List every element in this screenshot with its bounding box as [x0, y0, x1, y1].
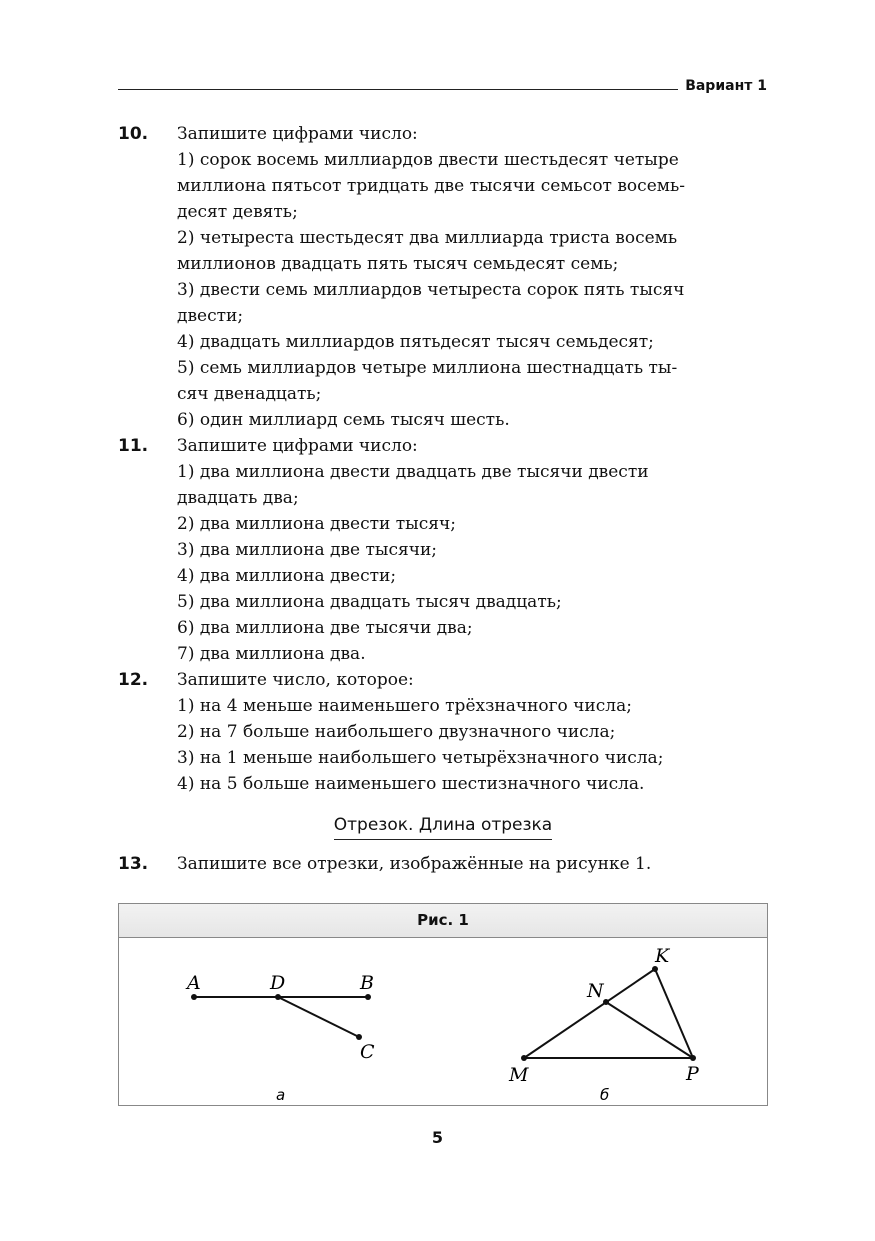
section-heading [118, 814, 768, 840]
header-rule [118, 89, 678, 90]
problem-line: 3) два миллиона две тысячи; [177, 540, 437, 560]
figure-1 [118, 903, 768, 1106]
problem-11 [118, 433, 768, 667]
label-D: D [270, 972, 286, 994]
label-K: K [655, 945, 670, 967]
problem-prompt: Запишите число, которое: [177, 670, 414, 690]
label-C: C [360, 1041, 375, 1063]
point-P [690, 1055, 696, 1061]
variant-title: Вариант 1 [685, 78, 767, 94]
segment-DC [278, 997, 359, 1037]
problem-body [177, 667, 768, 797]
problem-prompt: Запишите все отрезки, изображённые на рисунке 1. [177, 854, 652, 874]
segment-NP [606, 1002, 693, 1058]
point-D [275, 994, 281, 1000]
caption-a: а [276, 1086, 286, 1104]
problem-line: 1) два миллиона двести двадцать две тысячи двести [177, 462, 649, 482]
problem-body [177, 121, 768, 433]
problem-line: десят девять; [177, 202, 298, 222]
point-A [191, 994, 197, 1000]
problem-line: миллиона пятьсот тридцать две тысячи семьсот восемь- [177, 176, 685, 196]
problem-line: 4) на 5 больше наименьшего шестизначного числа. [177, 774, 645, 794]
figure-drawing [119, 938, 767, 1105]
problem-line: 3) двести семь миллиардов четыреста сорок пять тысяч [177, 280, 685, 300]
point-M [521, 1055, 527, 1061]
problem-line: миллионов двадцать пять тысяч семьдесят семь; [177, 254, 619, 274]
problem-prompt: Запишите цифрами число: [177, 436, 418, 456]
problem-body [177, 433, 768, 667]
problem-line: 4) два миллиона двести; [177, 566, 397, 586]
page-content [118, 121, 768, 877]
problem-line: 3) на 1 меньше наибольшего четырёхзначного числа; [177, 748, 664, 768]
problem-line: сяч двенадцать; [177, 384, 322, 404]
label-N: N [587, 980, 604, 1002]
figure-part-b [508, 945, 700, 1104]
problem-number: 12. [118, 670, 149, 690]
problem-line: 7) два миллиона два. [177, 644, 366, 664]
problem-number: 11. [118, 436, 149, 456]
problem-line: 5) два миллиона двадцать тысяч двадцать; [177, 592, 562, 612]
caption-b: б [600, 1086, 610, 1104]
label-A: A [187, 972, 201, 994]
problem-body [177, 851, 768, 877]
problem-line: 6) два миллиона две тысячи два; [177, 618, 473, 638]
problem-line: двадцать два; [177, 488, 299, 508]
label-P: P [686, 1063, 699, 1085]
problem-12 [118, 667, 768, 797]
problem-line: 2) на 7 больше наибольшего двузначного числа; [177, 722, 616, 742]
problem-number: 10. [118, 124, 149, 144]
figure-title: Рис. 1 [119, 904, 767, 938]
problem-line: 1) на 4 меньше наименьшего трёхзначного числа; [177, 696, 632, 716]
problem-line: 4) двадцать миллиардов пятьдесят тысяч семьдесят; [177, 332, 654, 352]
point-C [356, 1034, 362, 1040]
problem-13 [118, 851, 768, 877]
problem-line: 2) два миллиона двести тысяч; [177, 514, 456, 534]
problem-line: двести; [177, 306, 244, 326]
problem-line: 5) семь миллиардов четыре миллиона шестнадцать ты- [177, 358, 678, 378]
point-B [365, 994, 371, 1000]
problem-10 [118, 121, 768, 433]
problem-number: 13. [118, 854, 149, 874]
page-number: 5 [431, 1128, 444, 1147]
point-N [603, 999, 609, 1005]
problem-prompt: Запишите цифрами число: [177, 124, 418, 144]
section-title: Отрезок. Длина отрезка [334, 814, 552, 840]
label-M: M [509, 1064, 529, 1086]
figure-part-a [185, 972, 375, 1104]
problem-line: 1) сорок восемь миллиардов двести шестьдесят четыре [177, 150, 679, 170]
problem-line: 2) четыреста шестьдесят два миллиарда триста восемь [177, 228, 678, 248]
label-B: B [360, 972, 374, 994]
problem-line: 6) один миллиард семь тысяч шесть. [177, 410, 510, 430]
